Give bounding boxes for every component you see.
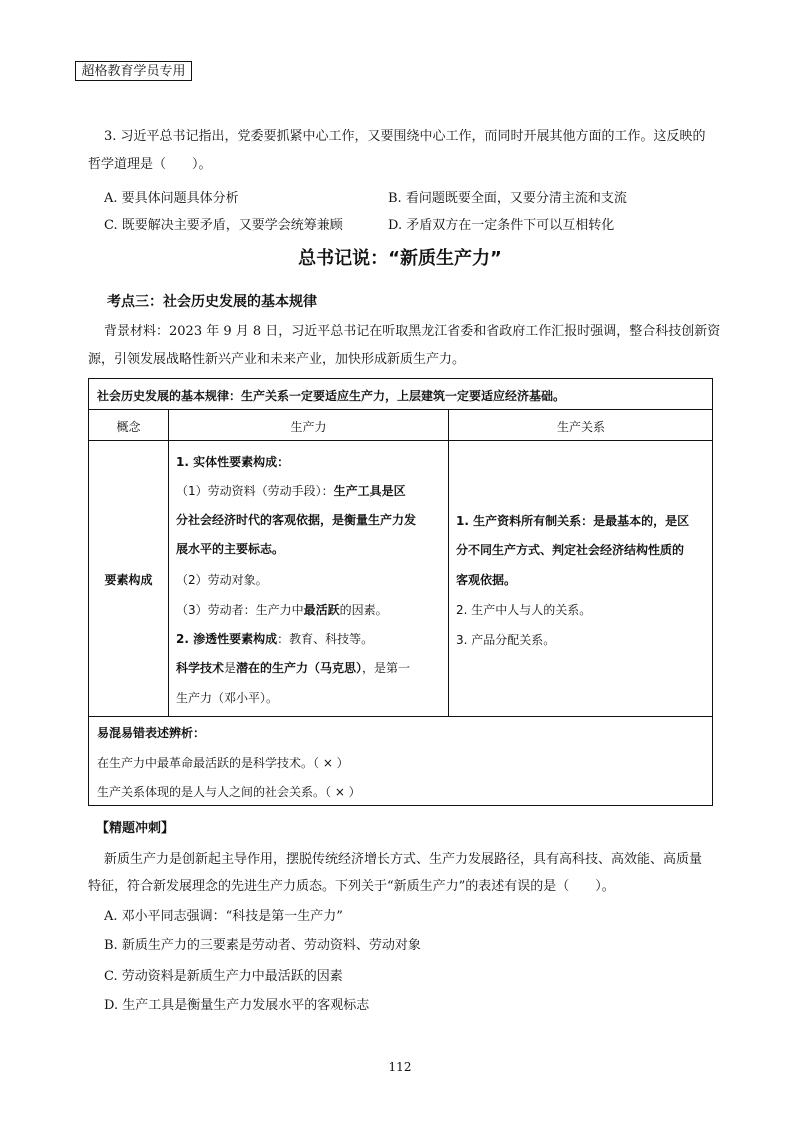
- pr-line: 1. 生产资料所有制关系：是最基本的，是区: [456, 514, 690, 528]
- pf-line: 分社会经济时代的客观依据，是衡量生产力发: [176, 513, 417, 527]
- table-banner: 社会历史发展的基本规律：生产关系一定要适应生产力，上层建筑一定要适应经济基础。: [97, 389, 566, 403]
- confusion-title: 易混易错表述辨析：: [97, 726, 206, 740]
- pf-line: （2）劳动对象。: [176, 573, 268, 587]
- pf-line: （3）劳动者：生产力中最活跃的因素。: [176, 603, 388, 617]
- law-table: [88, 378, 713, 806]
- pr-line: 2. 生产中人与人的关系。: [456, 603, 592, 617]
- practice-option-d: D. 生产工具是衡量生产力发展水平的客观标志: [104, 998, 370, 1013]
- header-production-relations: 生产关系: [556, 420, 605, 434]
- question3-option-a: A. 要具体问题具体分析: [104, 191, 239, 206]
- question3-option-c: C. 既要解决主要矛盾，又要学会统筹兼顾: [104, 218, 343, 233]
- question3-line2: 哲学道理是（ ）。: [88, 157, 212, 172]
- practice-tag: 【精题冲刺】: [96, 821, 175, 836]
- header-concept: 概念: [116, 420, 141, 434]
- pf-line: （1）劳动资料（劳动手段）：生产工具是区: [176, 484, 406, 498]
- header-productive-forces: 生产力: [290, 420, 327, 434]
- practice-option-b: B. 新质生产力的三要素是劳动者、劳动资料、劳动对象: [104, 938, 421, 953]
- row-label-elements: 要素构成: [104, 573, 153, 587]
- main-title: 总书记说：“新质生产力”: [298, 248, 502, 269]
- background-line2: 源，引领发展战略性新兴产业和未来产业，加快形成新质生产力。: [88, 352, 466, 367]
- section-title: 考点三：社会历史发展的基本规律: [107, 294, 317, 310]
- pf-line: 生产力（邓小平）。: [176, 691, 279, 705]
- page-number: 112: [388, 1060, 412, 1074]
- pf-line: 2. 渗透性要素构成：教育、科技等。: [176, 632, 374, 646]
- question3-line1: 3. 习近平总书记指出，党委要抓紧中心工作，又要围绕中心工作，而同时开展其他方面的工作。这反映的: [104, 129, 706, 144]
- practice-option-c: C. 劳动资料是新质生产力中最活跃的因素: [104, 969, 343, 984]
- confusion-item: 生产关系体现的是人与人之间的社会关系。（ × ）: [97, 785, 361, 799]
- background-line1: 背景材料：2023 年 9 月 8 日，习近平总书记在听取黑龙江省委和省政府工作汇报时强调，整合科技创新资: [104, 324, 721, 339]
- confusion-item: 在生产力中最革命最活跃的是科学技术。（ × ）: [97, 756, 349, 770]
- student-only-tag: 超格教育学员专用: [75, 61, 192, 81]
- pf-line: 展水平的主要标志。: [176, 542, 285, 556]
- pr-line: 客观依据。: [456, 573, 517, 587]
- practice-line2: 特征，符合新发展理念的先进生产力质态。下列关于“新质生产力”的表述有误的是（ ）。: [88, 879, 615, 894]
- practice-option-a: A. 邓小平同志强调：“科技是第一生产力”: [104, 909, 343, 924]
- question3-option-b: B. 看问题既要全面，又要分清主流和支流: [388, 191, 627, 206]
- pr-line: 分不同生产方式、判定社会经济结构性质的: [456, 543, 685, 557]
- practice-line1: 新质生产力是创新起主导作用，摆脱传统经济增长方式、生产力发展路径，具有高科技、高效能、高质量: [104, 852, 703, 867]
- pf-line: 科学技术是潜在的生产力（马克思），是第一: [176, 661, 411, 675]
- question3-option-d: D. 矛盾双方在一定条件下可以互相转化: [388, 218, 615, 233]
- pr-line: 3. 产品分配关系。: [456, 633, 556, 647]
- pf-line: 1. 实体性要素构成：: [176, 455, 290, 469]
